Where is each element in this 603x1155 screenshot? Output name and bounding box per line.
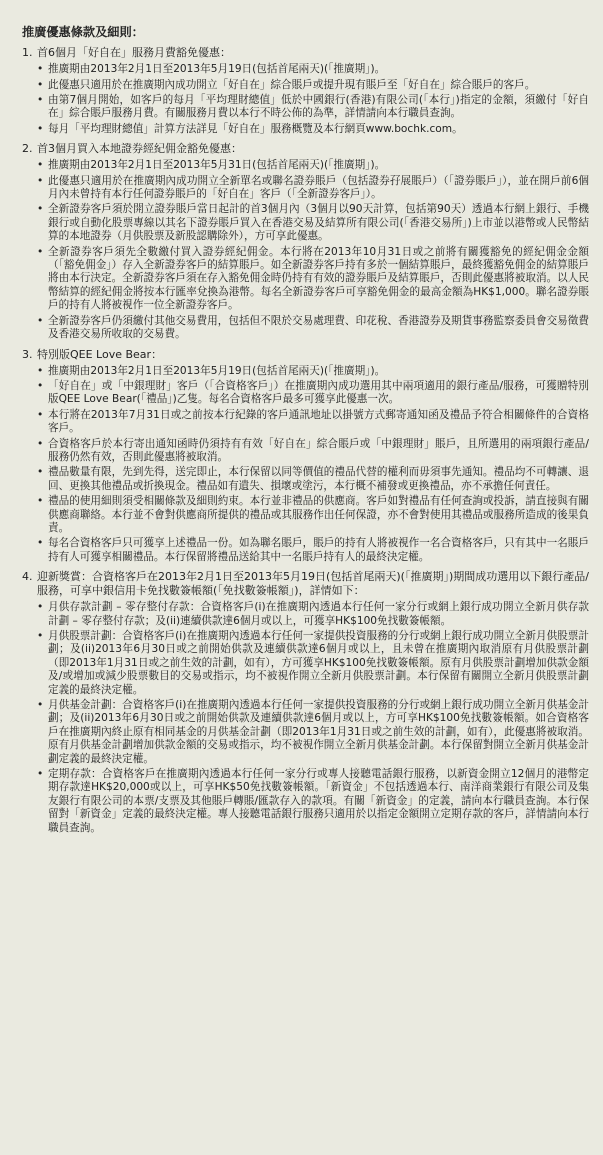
term-item: • 禮品數量有限，先到先得，送完即止，本行保留以同等價值的禮品代替的權利而毋須事先通知。禮品均不可轉讓、退回、更換其他禮品或折換現金。禮品如有遺失、損壞或塗污，本行概不補發或更換禮品，亦不承擔任何責任。 <box>48 466 589 493</box>
page-title: 推廣優惠條款及細則： <box>22 25 144 39</box>
section-4 <box>22 570 589 835</box>
term-item: • 月供存款計劃 – 零存整付存款：合資格客戶(i)在推廣期內透過本行任何一家分行或網上銀行成功開立全新月供存款計劃 – 零存整付存款；及(ii)連續供款達6個月或以上，可獲享HK$100免找數簽帳額。 <box>48 601 589 628</box>
term-item: • 此優惠只適用於在推廣期內成功開立「好自在」綜合賬戶或提升現有賬戶至「好自在」綜合賬戶的客戶。 <box>48 79 589 92</box>
section-items <box>22 63 589 136</box>
term-item: • 「好自在」或「中銀理財」客戶（「合資格客戶」）在推廣期內成功選用其中兩項適用的銀行產品/服務，可獲贈特別版QEE Love Bear(「禮品」)乙隻。每名合資格客戶最多可獲享此優惠一次。 <box>48 380 589 407</box>
term-item: • 禮品的使用細則須受相關條款及細則約束。本行並非禮品的供應商。客戶如對禮品有任何查詢或投訴，請直接與有關供應商聯絡。本行並不會對供應商所提供的禮品或其服務作出任何保證，亦不會對使用其禮品或服務所造成的後果負責。 <box>48 495 589 535</box>
section-number: 1. <box>22 46 33 60</box>
section-items <box>22 601 589 835</box>
term-item: • 推廣期由2013年2月1日至2013年5月19日(包括首尾兩天)(「推廣期」)。 <box>48 63 589 76</box>
term-item: • 每月「平均理財總值」計算方法詳見「好自在」服務概覽及本行網頁www.bochk.com。 <box>48 123 589 136</box>
term-item: • 此優惠只適用於在推廣期內成功開立全新單名或聯名證券賬戶（包括證券孖展賬戶）（「證券賬戶」），並在開戶前6個月內未曾持有本行任何證券賬戶的「好自在」客戶（「全新證券客戶」）。 <box>48 175 589 202</box>
section-heading-text: 特別版QEE Love Bear： <box>37 347 163 361</box>
term-item: • 推廣期由2013年2月1日至2013年5月19日(包括首尾兩天)(「推廣期」)。 <box>48 365 589 378</box>
section-heading-text: 迎新獎賞：合資格客戶在2013年2月1日至2013年5月19日(包括首尾兩天)(「推廣期」)期間成功選用以下銀行產品/服務，可享中銀信用卡免找數簽帳額(「免找數簽帳額」)，詳情如下： <box>37 570 589 598</box>
section-number: 3. <box>22 347 33 361</box>
term-item: • 本行將在2013年7月31日或之前按本行紀錄的客戶通訊地址以掛號方式郵寄通知函及禮品予符合相關條件的合資格客戶。 <box>48 409 589 436</box>
term-item: • 由第7個月開始，如客戶的每月「平均理財總值」低於中國銀行(香港)有限公司(「本行」)指定的金額，須繳付「好自在」綜合賬戶服務月費。有關服務月費以本行不時公佈的為準，詳情請向本行職員查詢。 <box>48 94 589 121</box>
section-heading-text: 首6個月「好自在」服務月費豁免優惠： <box>37 46 231 60</box>
section-1 <box>22 46 589 136</box>
section-2 <box>22 142 589 341</box>
term-item: • 全新證券客戶須先全數繳付買入證券經紀佣金。本行將在2013年10月31日或之前將有關獲豁免的經紀佣金金額（「豁免佣金」）存入全新證券客戶的結算賬戶。如全新證券客戶持有多於一個結算賬戶，最終獲豁免佣金的結算賬戶將由本行決定。全新證券客戶須在存入豁免佣金時仍持有有效的證券賬戶及結算賬戶，否則此優惠將被取消。以人民幣結算的經紀佣金將按本行匯率兌換為港幣。每名全新證券客戶可享豁免佣金的最高金額為HK$1,000。聯名證券賬戶的持有人將被視作一位全新證券客戶。 <box>48 246 589 313</box>
term-item: • 全新證券客戶仍須繳付其他交易費用，包括但不限於交易處理費、印花稅、香港證券及期貨事務監察委員會交易徵費及香港交易所收取的交易費。 <box>48 315 589 342</box>
section-heading <box>22 570 589 598</box>
section-heading-text: 首3個月買入本地證券經紀佣金豁免優惠： <box>37 142 242 156</box>
term-item: • 定期存款：合資格客戶在推廣期內透過本行任何一家分行或專人接聽電話銀行服務，以新資金開立12個月的港幣定期存款達HK$20,000或以上，可享HK$50免找數簽帳額。「新資金」不包括透過本行、南洋商業銀行有限公司及集友銀行有限公司的本票/支票及其他賬戶轉賬/匯款存入的款項。有關「新資金」的定義，請向本行職員查詢。本行保留對「新資金」定義的最終決定權。專人接聽電話銀行服務只適用於以指定金額開立定期存款的客戶，詳情請向本行職員查詢。 <box>48 768 589 835</box>
section-heading <box>22 46 589 60</box>
term-item: • 月供基金計劃：合資格客戶(i)在推廣期內透過本行任何一家提供投資服務的分行或網上銀行成功開立全新月供基金計劃；及(ii)2013年6月30日或之前開始供款及連續供款達6個月或以上，方可享HK$100免找數簽帳額。如合資格客戶在推廣期內終止原有相同基金的月供基金計劃（即2013年1月31日或之前生效的計劃，如有），此優惠將被取消。原有月供基金計劃增加供款金額的交易或指示，均不被視作開立全新月供基金計劃。本行保留對開立全新月供基金計劃定義的最終決定權。 <box>48 699 589 766</box>
section-heading <box>22 348 589 362</box>
section-heading <box>22 142 589 156</box>
term-item: • 每名合資格客戶只可獲享上述禮品一份。如為聯名賬戶，賬戶的持有人將被視作一名合資格客戶，只有其中一名賬戶持有人可獲享相關禮品。本行保留將禮品送給其中一名賬戶持有人的最終決定權。 <box>48 537 589 564</box>
section-number: 4. <box>22 570 33 584</box>
section-number: 2. <box>22 142 33 156</box>
term-item: • 全新證券客戶須於開立證券賬戶當日起計的首3個月內（3個月以90天計算，包括第90天）透過本行網上銀行、手機銀行或自動化股票專線以其名下證券賬戶買入在香港交易及結算所有限公司(「香港交易所」)上市並以港幣或人民幣結算的本地證券（月供股票及新股認購除外），方可享此優惠。 <box>48 203 589 243</box>
term-item: • 合資格客戶於本行寄出通知函時仍須持有有效「好自在」綜合賬戶或「中銀理財」賬戶，且所選用的兩項銀行產品/服務仍然有效，否則此優惠將被取消。 <box>48 438 589 465</box>
term-item: • 月供股票計劃：合資格客戶(i)在推廣期內透過本行任何一家提供投資服務的分行或網上銀行成功開立全新月供股票計劃；及(ii)2013年6月30日或之前開始供款及連續供款達6個月或以上，且未曾在推廣期內取消原有月供股票計劃（即2013年1月31日或之前生效的計劃，如有），方可獲享HK$100免找數簽帳額。原有月供股票計劃增加供款金額及/或增加或減少股票數目的交易或指示，均不被視作開立全新月供股票計劃。本行保留有關開立全新月供股票計劃定義的最終決定權。 <box>48 630 589 697</box>
section-3 <box>22 348 589 565</box>
section-items <box>22 365 589 565</box>
term-item: • 推廣期由2013年2月1日至2013年5月31日(包括首尾兩天)(「推廣期」)。 <box>48 159 589 172</box>
section-items <box>22 159 589 341</box>
